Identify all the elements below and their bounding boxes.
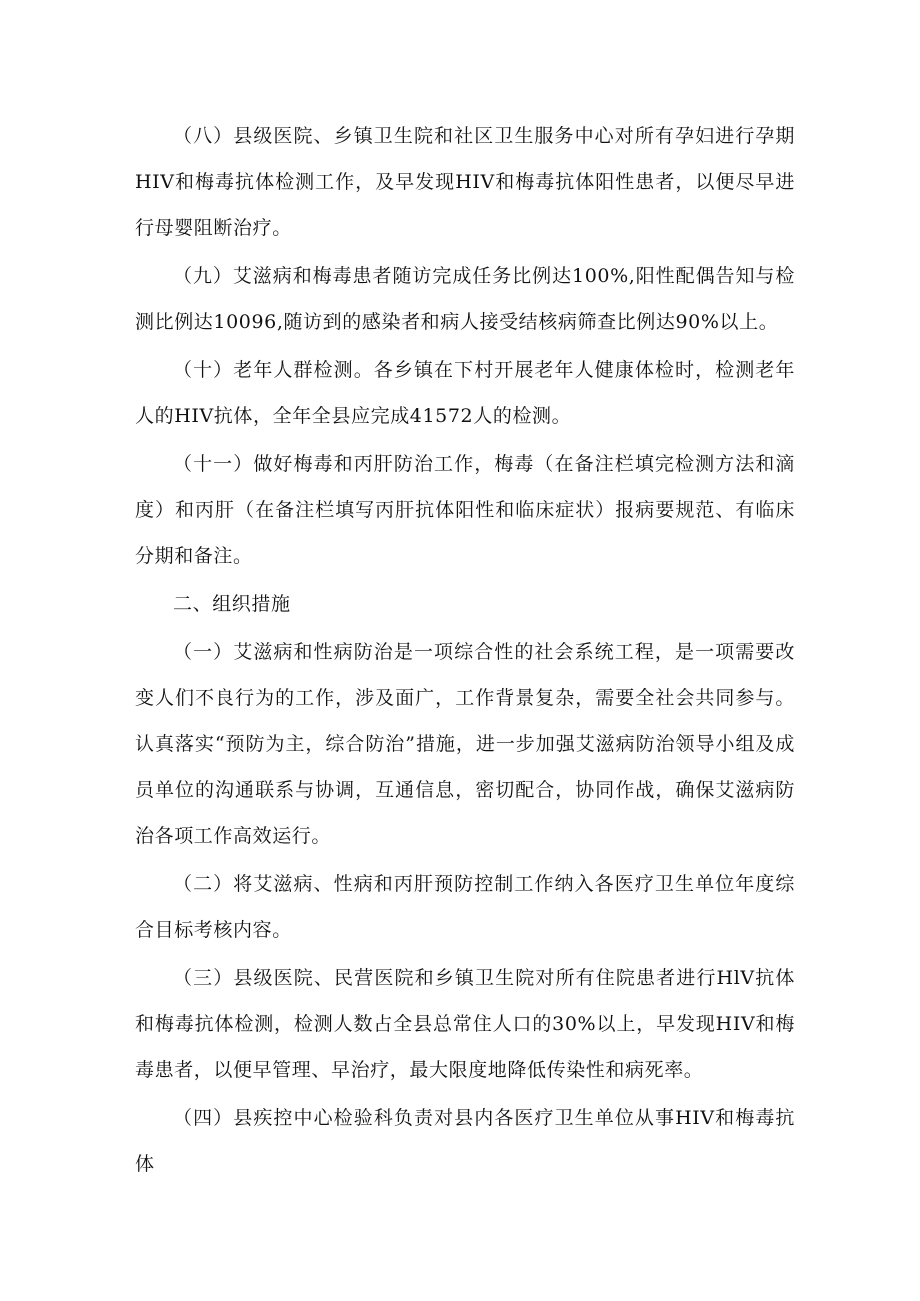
measure-3: （三）县级医院、民营医院和乡镇卫生院对所有住院患者进行HlV抗体和梅毒抗体检测，检测人数占全县总常住人口的30%以上，早发现HIV和梅毒患者，以便早管理、早治疗，最大限度地降低传染性和病死率。 <box>135 967 795 1081</box>
measure-4: （四）县疾控中心检验科负责对县内各医疗卫生单位从事HIV和梅毒抗体 <box>135 1107 795 1175</box>
measure-2: （二）将艾滋病、性病和丙肝预防控制工作纳入各医疗卫生单位年度综合目标考核内容。 <box>135 873 795 941</box>
paragraph-10: （十）老年人群检测。各乡镇在下村开展老年人健康体检时，检测老年人的HIV抗体，全年全县应完成41572人的检测。 <box>135 359 795 427</box>
measure-1: （一）艾滋病和性病防治是一项综合性的社会系统工程，是一项需要改变人们不良行为的工作，涉及面广，工作背景复杂，需要全社会共同参与。认真落实“预防为主，综合防治”措施，进一步加强艾滋病防治领导小组及成员单位的沟通联系与协调，互通信息，密切配合，协同作战，确保艾滋病防治各项工作高效运行。 <box>135 641 795 847</box>
paragraph-9: （九）艾滋病和梅毒患者随访完成任务比例达100%,阳性配偶告知与检测比例达10096,随访到的感染者和病人接受结核病筛查比例达90%以上。 <box>135 265 795 333</box>
section-heading-organization: 二、组织措施 <box>173 593 291 615</box>
document-body <box>135 113 795 1187</box>
paragraph-8: （八）县级医院、乡镇卫生院和社区卫生服务中心对所有孕妇进行孕期HIV和梅毒抗体检测工作，及早发现HIV和梅毒抗体阳性患者，以便尽早进行母婴阻断治疗。 <box>135 125 795 239</box>
paragraph-11: （十一）做好梅毒和丙肝防治工作，梅毒（在备注栏填完检测方法和滴度）和丙肝（在备注栏填写丙肝抗体阳性和临床症状）报病要规范、有临床分期和备注。 <box>135 453 795 567</box>
